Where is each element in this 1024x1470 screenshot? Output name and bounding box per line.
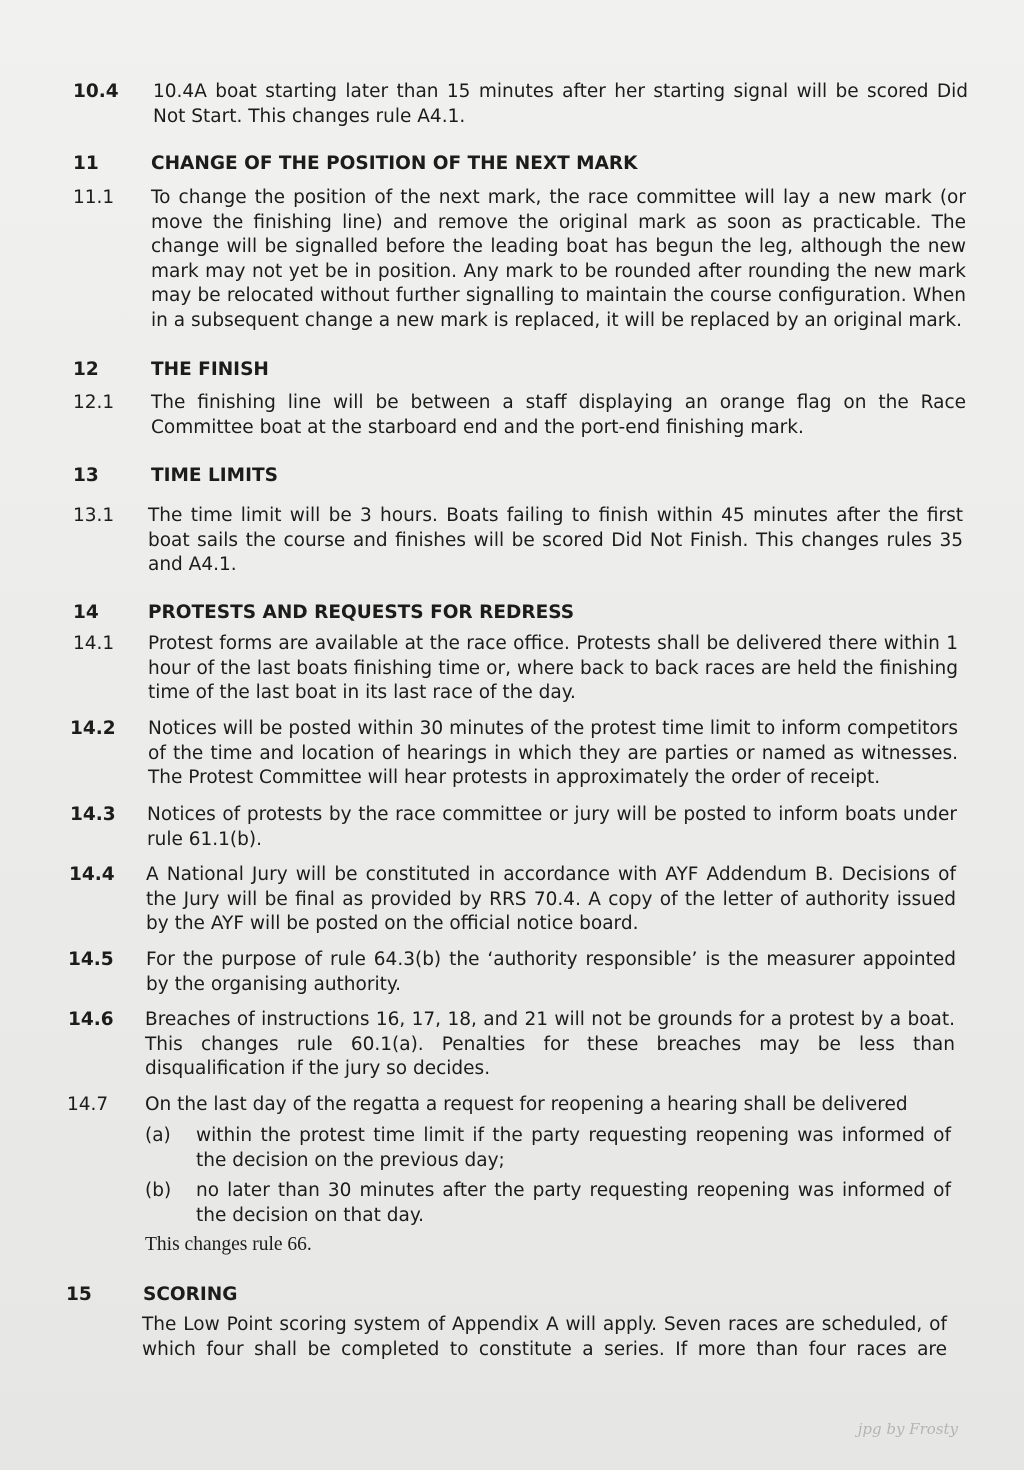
- section-number: 11.1: [73, 187, 115, 208]
- section-number: 10.4: [73, 81, 119, 102]
- section-heading: THE FINISH: [151, 359, 269, 380]
- section-number: 14.3: [70, 804, 116, 825]
- section-number: 14: [73, 602, 99, 623]
- section-number: 15: [66, 1284, 92, 1305]
- list-item-label: (a): [145, 1125, 171, 1146]
- section-text: On the last day of the regatta a request for reopening a hearing shall be delivered: [145, 1094, 908, 1115]
- watermark: jpg by Frosty: [857, 1420, 958, 1438]
- section-number: 14.6: [68, 1009, 114, 1030]
- section-text: Notices of protests by the race committee or jury will be posted to inform boats under rule 61.1(b).: [147, 804, 957, 850]
- section-text: 10.4A boat starting later than 15 minutes after her starting signal will be scored Did Not Start. This changes rule A4.1.: [153, 81, 968, 127]
- section-number: 12.1: [73, 392, 115, 413]
- section-text: For the purpose of rule 64.3(b) the ‘authority responsible’ is the measurer appointed by the organising authority.: [146, 949, 956, 995]
- section-number: 11: [73, 153, 99, 174]
- section-number: 14.7: [67, 1094, 109, 1115]
- list-item-label: (b): [145, 1180, 172, 1201]
- section-text: The time limit will be 3 hours. Boats failing to finish within 45 minutes after the first boat sails the course and finishes will be scored Did Not Finish. This changes rules 35 and A4.1.: [148, 505, 963, 575]
- list-item-text: within the protest time limit if the party requesting reopening was informed of the decision on the previous day;: [196, 1125, 951, 1171]
- section-text: Protest forms are available at the race office. Protests shall be delivered there within 1 hour of the last boats finishing time or, where back to back races are held the finishing time of the last boat in its last race of the day.: [148, 633, 958, 703]
- list-item-text: no later than 30 minutes after the party requesting reopening was informed of the decision on that day.: [196, 1180, 951, 1226]
- section-heading: SCORING: [143, 1284, 238, 1305]
- footer-text: This changes rule 66.: [145, 1234, 312, 1255]
- section-heading: CHANGE OF THE POSITION OF THE NEXT MARK: [151, 153, 638, 174]
- section-number: 14.1: [73, 633, 115, 654]
- section-heading: PROTESTS AND REQUESTS FOR REDRESS: [148, 602, 575, 623]
- section-text: Breaches of instructions 16, 17, 18, and 21 will not be grounds for a protest by a boat. This changes rule 60.1(a). Penalties for these breaches may be less than disqualification if the jury so decides.: [145, 1009, 955, 1079]
- section-number: 14.2: [70, 718, 116, 739]
- section-text: The finishing line will be between a staff displaying an orange flag on the Race Committee boat at the starboard end and the port-end finishing mark.: [151, 392, 966, 438]
- section-text: The Low Point scoring system of Appendix A will apply. Seven races are scheduled, of which four shall be completed to constitute a series. If more than four races are: [142, 1314, 947, 1360]
- section-number: 13: [73, 465, 99, 486]
- section-number: 12: [73, 359, 99, 380]
- section-number: 13.1: [73, 505, 115, 526]
- section-text: Notices will be posted within 30 minutes of the protest time limit to inform competitors of the time and location of hearings in which they are parties or named as witnesses. The Protest Committee will hear protests in approximately the order of receipt.: [148, 718, 958, 788]
- section-text: A National Jury will be constituted in accordance with AYF Addendum B. Decisions of the Jury will be final as provided by RRS 70.4. A copy of the letter of authority issued by the AYF will be posted on the official notice board.: [146, 864, 956, 934]
- section-number: 14.5: [68, 949, 114, 970]
- section-number: 14.4: [69, 864, 115, 885]
- section-heading: TIME LIMITS: [151, 465, 278, 486]
- section-text: To change the position of the next mark, the race committee will lay a new mark (or move the finishing line) and remove the original mark as soon as practicable. The change will be signalled before the leading boat has begun the leg, although the new mark may not yet be in position. Any mark to be rounded after rounding the new mark may be relocated without further signalling to maintain the course configuration. When in a subsequent change a new mark is replaced, it will be replaced by an original mark.: [151, 187, 966, 331]
